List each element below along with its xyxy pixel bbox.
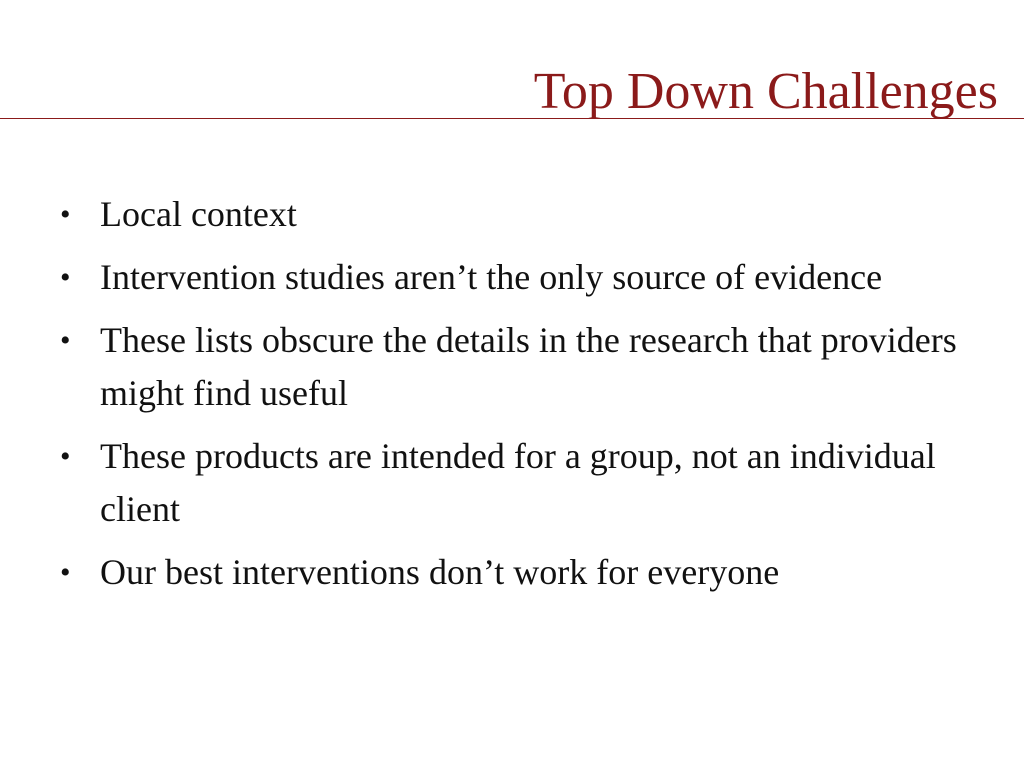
bullet-text: Intervention studies aren’t the only source of evidence [100, 257, 883, 297]
bullet-list [58, 188, 958, 609]
bullet-text: These products are intended for a group, not an individual client [100, 436, 936, 529]
bullet-marker: • [60, 261, 71, 294]
bullet-marker: • [60, 556, 71, 589]
bullet-text: Our best interventions don’t work for everyone [100, 552, 780, 592]
slide-title: Top Down Challenges [533, 63, 998, 120]
bullet-text: Local context [100, 194, 297, 234]
bullet-text: These lists obscure the details in the research that providers might find useful [100, 320, 957, 413]
title-underline-rule [0, 118, 1024, 119]
bullet-marker: • [60, 324, 71, 357]
bullet-marker: • [60, 198, 71, 231]
bullet-item-lists-obscure-details [58, 314, 958, 420]
bullet-item-local-context [58, 188, 958, 241]
bullet-item-intervention-studies [58, 251, 958, 304]
bullet-item-best-interventions [58, 546, 958, 599]
bullet-marker: • [60, 440, 71, 473]
bullet-item-products-for-group [58, 430, 958, 536]
